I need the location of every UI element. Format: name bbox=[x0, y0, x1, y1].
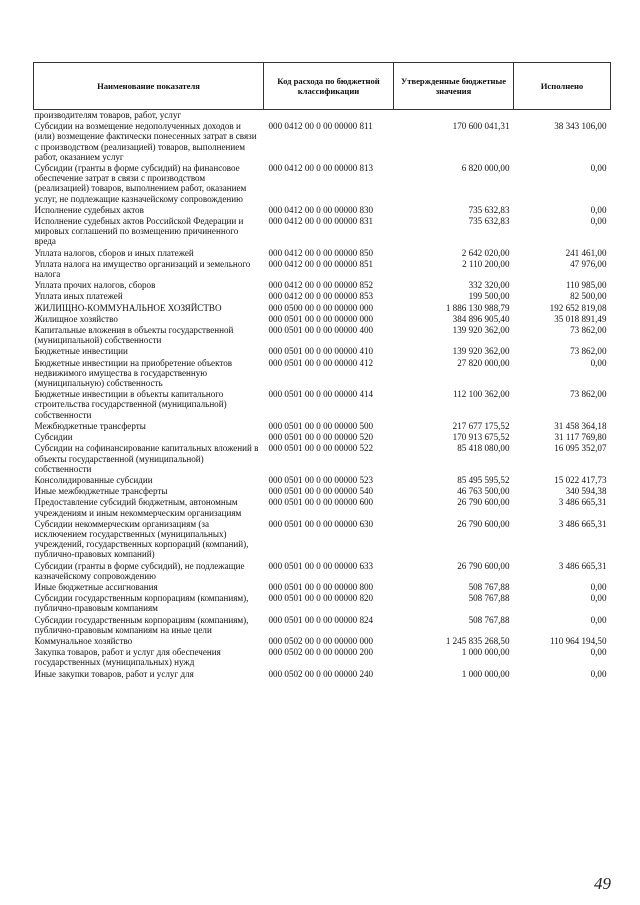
indicator-name-cell: Бюджетные инвестиции в объекты капитального строительства государственной (муниципальной) собственности bbox=[34, 389, 227, 420]
expense-code-cell: 000 0501 00 0 00 00000 820 bbox=[268, 593, 374, 604]
expense-code-cell: 000 0501 00 0 00 00000 412 bbox=[268, 357, 374, 368]
expense-code-cell: 000 0412 00 0 00 00000 813 bbox=[268, 163, 374, 174]
table-row bbox=[34, 388, 611, 420]
indicator-name-cell: Коммунальное хозяйство bbox=[34, 635, 133, 646]
executed-value-cell: 31 458 364,18 bbox=[554, 420, 607, 431]
table-body bbox=[34, 110, 611, 679]
table-header-row bbox=[34, 63, 611, 110]
indicator-name-cell: Иные закупки товаров, работ и услуг для bbox=[34, 668, 194, 679]
table-row bbox=[34, 215, 611, 247]
table-row bbox=[34, 162, 611, 204]
approved-value-cell: 1 000 000,00 bbox=[461, 668, 510, 679]
expense-code-cell: 000 0412 00 0 00 00000 811 bbox=[268, 121, 373, 132]
indicator-name-cell: Исполнение судебных актов Российской Федерации и мировых соглашений по возмещению причиненного вреда bbox=[34, 216, 244, 247]
approved-value-cell: 26 790 600,00 bbox=[457, 518, 510, 529]
executed-value-cell: 0,00 bbox=[590, 204, 607, 215]
table-row bbox=[34, 442, 611, 474]
executed-value-cell: 38 343 106,00 bbox=[554, 121, 607, 132]
approved-value-cell: 170 600 041,31 bbox=[452, 121, 510, 132]
approved-value-cell: 2 110 200,00 bbox=[462, 258, 510, 269]
executed-value-cell: 35 018 891,49 bbox=[554, 313, 607, 324]
table-row bbox=[34, 120, 611, 162]
indicator-name-cell: Уплата прочих налогов, сборов bbox=[34, 280, 156, 291]
executed-value-cell: 47 976,00 bbox=[570, 258, 607, 269]
expense-code-cell: 000 0501 00 0 00 00000 522 bbox=[268, 443, 374, 454]
table-row bbox=[34, 496, 611, 517]
executed-value-cell: 3 486 665,31 bbox=[558, 518, 607, 529]
executed-value-cell: 15 022 417,73 bbox=[554, 474, 607, 485]
table-row bbox=[34, 345, 611, 356]
approved-value-cell: 26 790 600,00 bbox=[457, 560, 510, 571]
executed-value-cell: 0,00 bbox=[590, 163, 607, 174]
approved-value-cell: 332 320,00 bbox=[468, 280, 510, 291]
table-row bbox=[34, 668, 611, 679]
approved-value-cell: 1 245 835 268,50 bbox=[445, 635, 510, 646]
indicator-name-cell: Уплата налога на имущество организаций и земельного налога bbox=[34, 258, 251, 280]
executed-value-cell: 0,00 bbox=[590, 647, 607, 658]
indicator-name-cell: Бюджетные инвестиции на приобретение объектов недвижимого имущества в государственную (муниципальную) собственность bbox=[34, 357, 233, 389]
indicator-name-cell: производителям товаров, работ, услуг bbox=[34, 110, 182, 120]
executed-value-cell: 0,00 bbox=[590, 581, 607, 592]
approved-value-cell: 1 000 000,00 bbox=[461, 647, 510, 658]
indicator-name-cell: Уплата налогов, сборов и иных платежей bbox=[34, 247, 194, 258]
expense-code-cell bbox=[264, 110, 394, 121]
approved-value-cell: 46 763 500,00 bbox=[457, 486, 510, 497]
executed-value-cell bbox=[514, 110, 611, 121]
executed-value-cell: 0,00 bbox=[590, 357, 607, 368]
indicator-name-cell: Субсидии на софинансирование капитальных вложений в объекты государственной (муниципальной) собственности bbox=[34, 443, 259, 474]
expense-code-cell: 000 0501 00 0 00 00000 633 bbox=[268, 560, 374, 571]
approved-value-cell: 85 418 080,00 bbox=[457, 443, 510, 454]
approved-value-cell: 27 820 000,00 bbox=[457, 357, 510, 368]
approved-value-cell: 508 767,88 bbox=[468, 581, 510, 592]
indicator-name-cell: Субсидии bbox=[34, 432, 73, 443]
executed-value-cell: 192 652 819,08 bbox=[549, 302, 607, 313]
executed-value-cell: 73 862,00 bbox=[570, 325, 607, 336]
indicator-name-cell: Бюджетные инвестиции bbox=[34, 346, 128, 357]
header-executed: Исполнено bbox=[514, 63, 611, 110]
table-row bbox=[34, 258, 611, 279]
table-row bbox=[34, 204, 611, 215]
page-number: 49 bbox=[594, 874, 611, 893]
executed-value-cell: 340 594,38 bbox=[565, 486, 607, 497]
table-row bbox=[34, 290, 611, 301]
header-indicator-name: Наименование показателя bbox=[34, 63, 264, 110]
table-row bbox=[34, 485, 611, 496]
indicator-name-cell: Закупка товаров, работ и услуг для обеспечения государственных (муниципальных) нужд bbox=[34, 647, 221, 668]
expense-code-cell: 000 0501 00 0 00 00000 500 bbox=[268, 420, 374, 431]
indicator-name-cell: Субсидии на возмещение недополученных доходов и (или) возмещение фактически понесенных затрат в связи с производством (реализацией) товаров, выполнением работ, оказанием услуг bbox=[34, 121, 257, 162]
expense-code-cell: 000 0412 00 0 00 00000 850 bbox=[268, 247, 374, 258]
table-row bbox=[34, 592, 611, 613]
budget-execution-table bbox=[33, 62, 611, 679]
table-row bbox=[34, 110, 611, 121]
approved-value-cell: 1 886 130 988,79 bbox=[445, 302, 510, 313]
expense-code-cell: 000 0501 00 0 00 00000 520 bbox=[268, 432, 374, 443]
expense-code-cell: 000 0412 00 0 00 00000 852 bbox=[268, 280, 374, 291]
table-row bbox=[34, 560, 611, 581]
approved-value-cell: 170 913 675,52 bbox=[452, 432, 510, 443]
approved-value-cell: 139 920 362,00 bbox=[452, 346, 510, 357]
indicator-name-cell: Исполнение судебных актов bbox=[34, 204, 144, 215]
indicator-name-cell: Уплата иных платежей bbox=[34, 291, 123, 302]
indicator-name-cell: Субсидии некоммерческим организациям (за исключением государственных (муниципальных) учреждений, государственных корпораций (компаний), публично-правовых компаний) bbox=[34, 518, 249, 560]
executed-value-cell: 73 862,00 bbox=[570, 346, 607, 357]
expense-code-cell: 000 0501 00 0 00 00000 000 bbox=[268, 313, 374, 324]
indicator-name-cell: Субсидии государственным корпорациям (компаниям), публично-правовым компаниям на иные цели bbox=[34, 614, 249, 635]
expense-code-cell: 000 0412 00 0 00 00000 830 bbox=[268, 204, 374, 215]
expense-code-cell: 000 0501 00 0 00 00000 600 bbox=[268, 497, 374, 508]
indicator-name-cell: Консолидированные субсидии bbox=[34, 474, 153, 485]
executed-value-cell: 0,00 bbox=[590, 614, 607, 625]
table-row bbox=[34, 279, 611, 290]
approved-value-cell: 112 100 362,00 bbox=[453, 389, 510, 400]
executed-value-cell: 241 461,00 bbox=[565, 247, 607, 258]
executed-value-cell: 31 117 769,80 bbox=[554, 432, 607, 443]
approved-value-cell: 199 500,00 bbox=[468, 291, 510, 302]
expense-code-cell: 000 0502 00 0 00 00000 000 bbox=[268, 635, 374, 646]
expense-code-cell: 000 0501 00 0 00 00000 824 bbox=[268, 614, 374, 625]
executed-value-cell: 73 862,00 bbox=[570, 389, 607, 400]
indicator-name-cell: Субсидии (гранты в форме субсидий), не подлежащие казначейскому сопровождению bbox=[34, 560, 245, 581]
executed-value-cell: 110 985,00 bbox=[565, 280, 607, 291]
table-row bbox=[34, 474, 611, 485]
approved-value-cell: 26 790 600,00 bbox=[457, 497, 510, 508]
indicator-name-cell: Капитальные вложения в объекты государственной (муниципальной) собственности bbox=[34, 325, 234, 346]
expense-code-cell: 000 0501 00 0 00 00000 630 bbox=[268, 518, 374, 529]
table-row bbox=[34, 518, 611, 560]
indicator-name-cell: Межбюджетные трансферты bbox=[34, 420, 146, 431]
approved-value-cell: 217 677 175,52 bbox=[452, 420, 510, 431]
table-row bbox=[34, 614, 611, 635]
indicator-name-cell: Жилищное хозяйство bbox=[34, 313, 118, 324]
indicator-name-cell: Иные межбюджетные трансферты bbox=[34, 486, 168, 497]
expense-code-cell: 000 0501 00 0 00 00000 523 bbox=[268, 474, 374, 485]
approved-value-cell: 384 896 905,40 bbox=[452, 313, 510, 324]
table-row bbox=[34, 324, 611, 345]
executed-value-cell: 0,00 bbox=[590, 668, 607, 679]
indicator-name-cell: ЖИЛИЩНО-КОММУНАЛЬНОЕ ХОЗЯЙСТВО bbox=[34, 302, 222, 313]
expense-code-cell: 000 0502 00 0 00 00000 240 bbox=[268, 668, 374, 679]
table-row bbox=[34, 302, 611, 313]
budget-report-sheet bbox=[33, 62, 610, 679]
approved-value-cell: 508 767,88 bbox=[468, 614, 510, 625]
expense-code-cell: 000 0412 00 0 00 00000 831 bbox=[268, 216, 374, 227]
executed-value-cell: 82 500,00 bbox=[570, 291, 607, 302]
approved-value-cell bbox=[394, 110, 514, 121]
indicator-name-cell: Иные бюджетные ассигнования bbox=[34, 581, 158, 592]
executed-value-cell: 3 486 665,31 bbox=[558, 560, 607, 571]
table-row bbox=[34, 247, 611, 258]
expense-code-cell: 000 0412 00 0 00 00000 851 bbox=[268, 258, 374, 269]
expense-code-cell: 000 0502 00 0 00 00000 200 bbox=[268, 647, 374, 658]
executed-value-cell: 0,00 bbox=[590, 593, 607, 604]
executed-value-cell: 16 095 352,07 bbox=[554, 443, 607, 454]
expense-code-cell: 000 0412 00 0 00 00000 853 bbox=[268, 291, 374, 302]
approved-value-cell: 85 495 595,52 bbox=[457, 474, 510, 485]
approved-value-cell: 508 767,88 bbox=[468, 593, 510, 604]
indicator-name-cell: Субсидии (гранты в форме субсидий) на финансовое обеспечение затрат в связи с производством (реализацией) товаров, выполнением работ, оказанием услуг, не подлежащие казначейскому сопровождению bbox=[34, 163, 247, 204]
executed-value-cell: 0,00 bbox=[590, 216, 607, 227]
approved-value-cell: 735 632,83 bbox=[468, 204, 510, 215]
indicator-name-cell: Субсидии государственным корпорациям (компаниям), публично-правовым компаниям bbox=[34, 593, 249, 614]
table-row bbox=[34, 431, 611, 442]
expense-code-cell: 000 0501 00 0 00 00000 410 bbox=[268, 346, 374, 357]
approved-value-cell: 139 920 362,00 bbox=[452, 325, 510, 336]
executed-value-cell: 110 964 194,50 bbox=[550, 635, 607, 646]
table-row bbox=[34, 581, 611, 592]
header-approved-values: Утвержденные бюджетные значения bbox=[394, 63, 514, 110]
indicator-name-cell: Предоставление субсидий бюджетным, автономным учреждениям и иным некоммерческим организациям bbox=[34, 497, 242, 518]
approved-value-cell: 735 632,83 bbox=[468, 216, 510, 227]
expense-code-cell: 000 0500 00 0 00 00000 000 bbox=[268, 302, 374, 313]
table-row bbox=[34, 313, 611, 324]
table-row bbox=[34, 646, 611, 667]
table-row bbox=[34, 420, 611, 431]
executed-value-cell: 3 486 665,31 bbox=[558, 497, 607, 508]
header-expense-code: Код расхода по бюджетной классификации bbox=[264, 63, 394, 110]
expense-code-cell: 000 0501 00 0 00 00000 800 bbox=[268, 581, 374, 592]
approved-value-cell: 6 820 000,00 bbox=[461, 163, 510, 174]
expense-code-cell: 000 0501 00 0 00 00000 400 bbox=[268, 325, 374, 336]
table-row bbox=[34, 635, 611, 646]
approved-value-cell: 2 642 020,00 bbox=[461, 247, 510, 258]
expense-code-cell: 000 0501 00 0 00 00000 414 bbox=[268, 389, 374, 400]
expense-code-cell: 000 0501 00 0 00 00000 540 bbox=[268, 486, 374, 497]
table-row bbox=[34, 357, 611, 389]
